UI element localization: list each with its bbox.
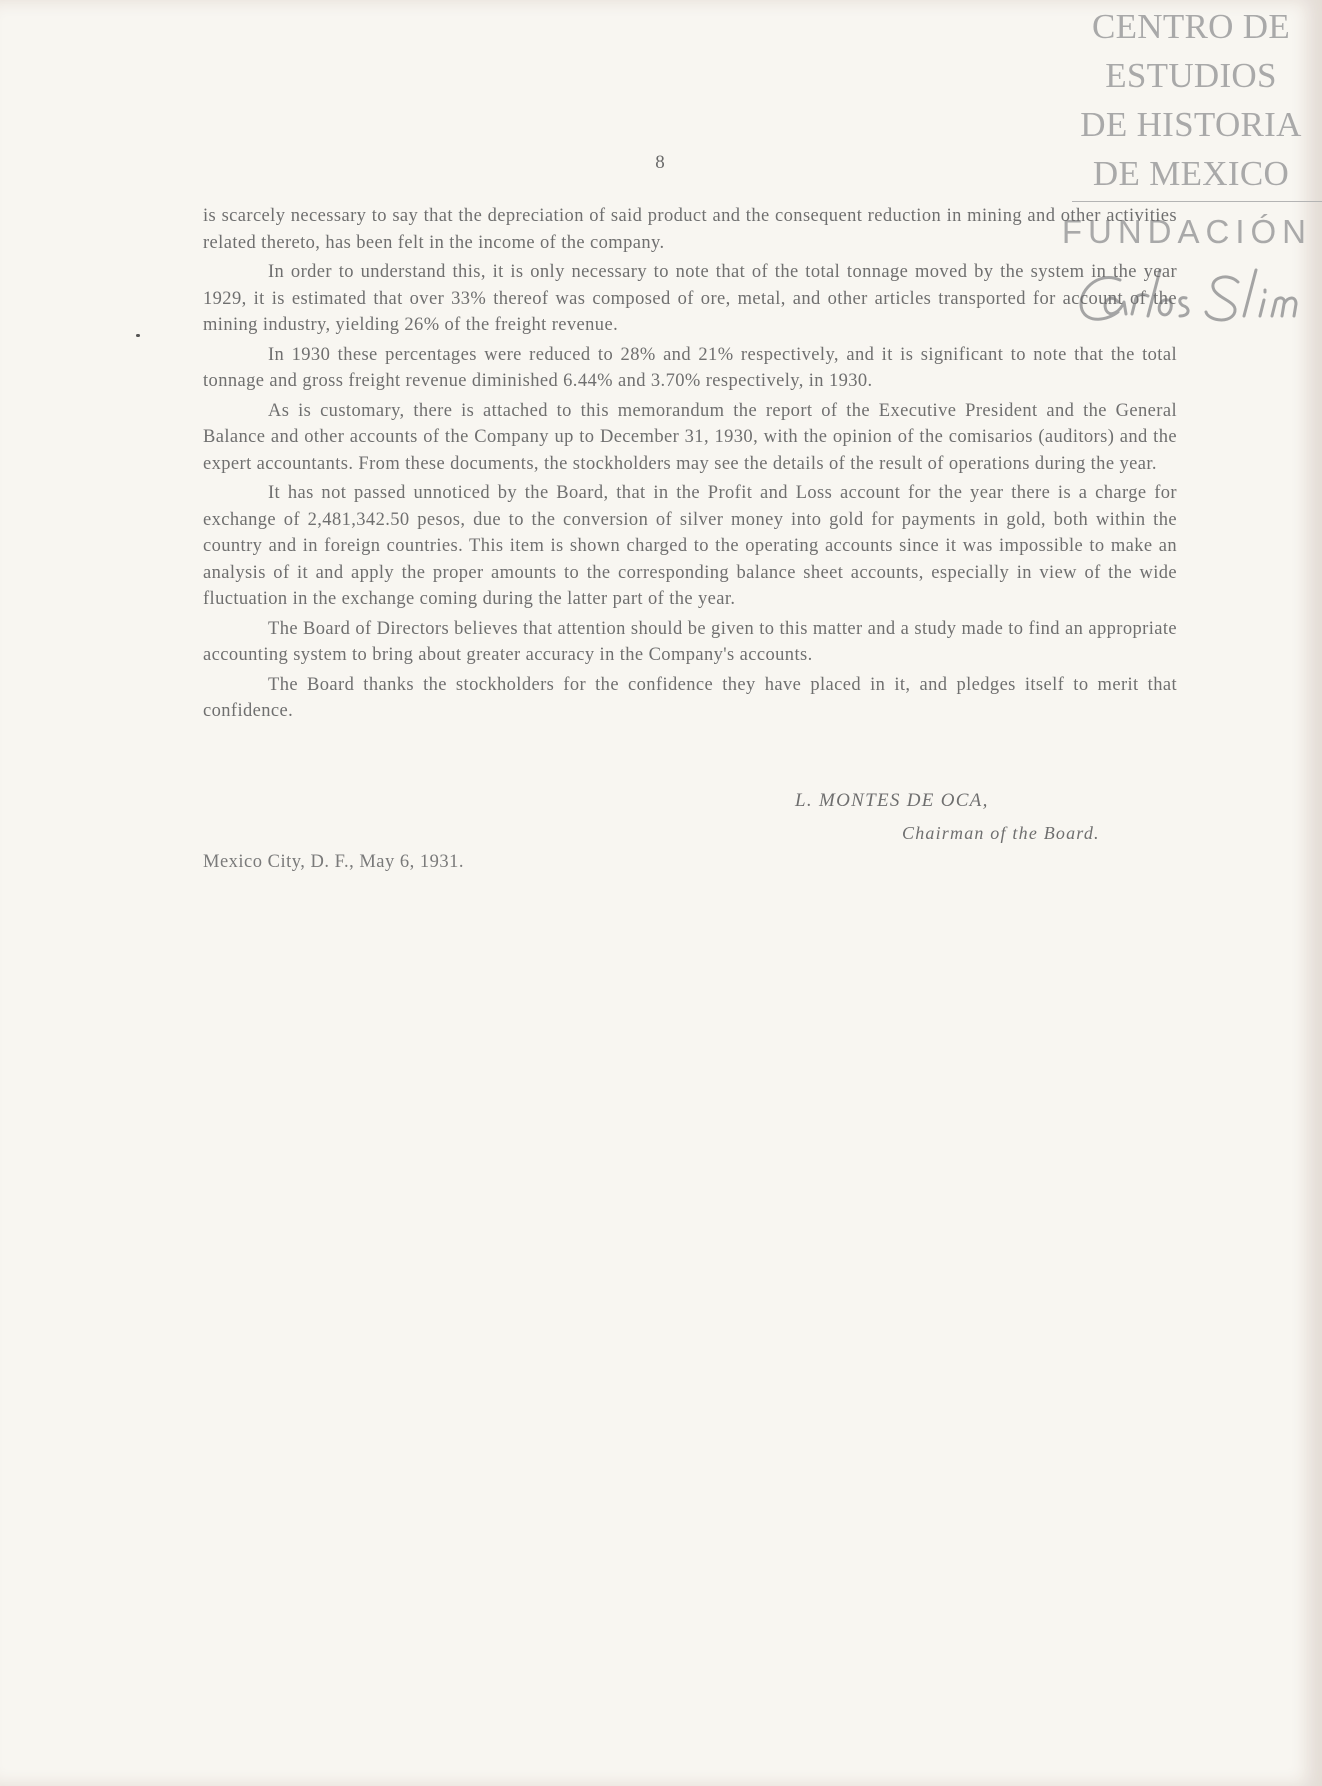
place-and-date: Mexico City, D. F., May 6, 1931.: [203, 852, 465, 872]
paragraph-4: As is customary, there is attached to this memorandum the report of the Executive President and the General Balance and other accounts of the Company up to December 31, 1930, with the opinion of the comisarios (auditors) and the expert accountants. From these documents, the stockholders may see the details of the result of operations during the year.: [203, 400, 1177, 474]
paper-speck: [136, 334, 140, 337]
watermark-line-2: ESTUDIOS: [1105, 56, 1277, 95]
signatory-name: L. MONTES DE OCA,: [795, 790, 989, 811]
paragraph-3: In 1930 these percentages were reduced to 28% and 21% respectively, and it is significant to note that the total tonnage and gross freight revenue diminished 6.44% and 3.70% respectively, in 1930.: [203, 344, 1177, 391]
watermark-divider: [1072, 201, 1322, 202]
watermark-foundation: FUNDACIÓN: [1061, 213, 1312, 250]
signatory-title: Chairman of the Board.: [902, 823, 1100, 843]
watermark-line-3: DE HISTORIA: [1080, 105, 1302, 144]
paragraph-7: The Board thanks the stockholders for the confidence they have placed in it, and pledges itself to merit that confidence.: [203, 674, 1177, 721]
watermark-line-1: CENTRO DE: [1091, 7, 1291, 46]
paragraph-6: The Board of Directors believes that attention should be given to this matter and a study made to find an appropriate accounting system to bring about greater accuracy in the Company's accounts.: [203, 618, 1177, 665]
watermark-line-4: DE MEXICO: [1092, 154, 1290, 193]
paragraph-1: is scarcely necessary to say that the depreciation of said product and the consequent reduction in mining and other activities related thereto, has been felt in the income of the company.: [203, 206, 1177, 253]
memorandum-body: [203, 203, 1177, 728]
paragraph-5: It has not passed unnoticed by the Board, that in the Profit and Loss account for the year there is a charge for exchange of 2,481,342.50 pesos, due to the conversion of silver money into gold for payments in gold, both within the country and in foreign countries. This item is shown charged to the operating accounts since it was impossible to make an analysis of it and apply the proper amounts to the corresponding balance sheet accounts, especially in view of the wide fluctuation in the exchange coming during the latter part of the year.: [203, 483, 1177, 609]
page-number: 8: [655, 152, 665, 173]
paragraph-2: In order to understand this, it is only necessary to note that of the total tonnage moved by the system in the year 1929, it is estimated that over 33% thereof was composed of ore, metal, and other articles transported for account of the mining industry, yielding 26% of the freight revenue.: [203, 262, 1177, 335]
